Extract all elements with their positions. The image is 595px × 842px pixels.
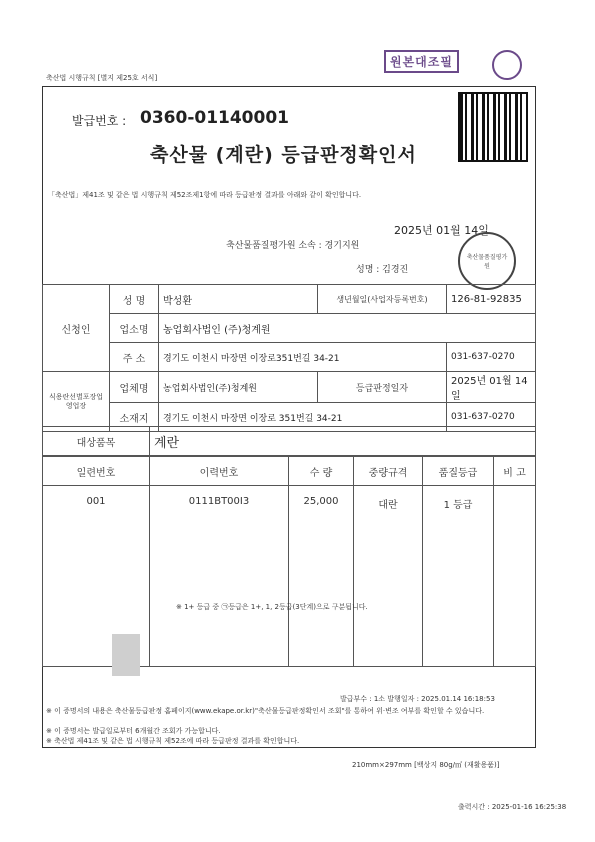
product-label: 대상품목 (43, 427, 150, 456)
original-copy-stamp: 원본대조필 (384, 50, 459, 73)
document-title: 축산물 (계란) 등급판정확인서 (150, 144, 417, 166)
header-grade: 품질등급 (423, 457, 494, 486)
applicant-section-label: 신청인 (43, 285, 110, 372)
row-trace-number: 0111BT00I3 (150, 486, 289, 667)
grading-date: 2025년 01월 14일 (447, 372, 536, 403)
business-label: 업체명 (110, 372, 159, 403)
name-label: 성 명 (110, 285, 159, 314)
print-info: 발급부수 : 1소 발행일자 : 2025.01.14 16:18:53 (340, 695, 495, 703)
output-time: 출력시간 : 2025-01-16 16:25:38 (458, 803, 567, 811)
applicant-table (42, 284, 536, 432)
footer-note-1: ※ 이 증명서의 내용은 축산물등급판정 홈페이지(www.ekape.or.kr)"축산물등급판정확인서 조회"를 통하여 위·변조 여부를 확인할 수 있습니다. (46, 707, 485, 715)
location-value: 경기도 이천시 마장면 이장로 351번길 34-21 (159, 403, 447, 432)
product-table (42, 426, 536, 456)
row-quantity: 25,000 (289, 486, 354, 667)
company-label: 업소명 (110, 314, 159, 343)
grade-table-header (43, 457, 536, 486)
grading-date-label: 등급판정일자 (318, 372, 447, 403)
form-reference: 축산법 시행규칙 [별지 제25호 서식] (46, 74, 158, 82)
row-remarks (494, 486, 536, 667)
row-serial: 001 (43, 486, 150, 667)
header-serial: 일련번호 (43, 457, 150, 486)
workplace-section-label: 식용란선별포장업 영업장 (43, 372, 110, 432)
phone-value: 031-637-0270 (447, 343, 536, 372)
regno-label: 생년월일(사업자등록번호) (318, 285, 447, 314)
regno-value: 126-81-92835 (447, 285, 536, 314)
product-value: 계란 (150, 427, 536, 456)
address-value: 경기도 이천시 마장면 이장로351번길 34-21 (159, 343, 447, 372)
issue-label: 발급번호 : (72, 114, 127, 128)
row-grade: 1 등급 (423, 486, 494, 667)
header-quantity: 수 량 (289, 457, 354, 486)
paper-spec: 210mm×297mm [백상지 80g/㎡ (재활용품)] (352, 761, 500, 769)
company-name: 농업회사법인 (주)청계원 (159, 314, 536, 343)
issue-number: 0360-01140001 (140, 108, 289, 128)
business-name: 농업회사법인(주)청계원 (159, 372, 318, 403)
address-label: 주 소 (110, 343, 159, 372)
stamp-seal-icon (492, 50, 522, 80)
row-weight: 대란 (354, 486, 423, 667)
issue-date: 2025년 01월 14일 (394, 224, 489, 237)
qr-code-icon (458, 92, 528, 162)
intro-text: 「축산법」제41조 및 같은 법 시행규칙 제52조제1항에 따라 등급판정 결과를 아래와 같이 확인합니다. (48, 191, 362, 199)
header-weight: 중량규격 (354, 457, 423, 486)
official-seal-icon: 축산물품질평가원 (458, 232, 516, 290)
inspector-name: 성명 : 김경진 (356, 265, 409, 275)
location-label: 소재지 (110, 403, 159, 432)
redacted-block (112, 634, 140, 676)
workplace-phone: 031-637-0270 (447, 403, 536, 432)
footer-note-3: ※ 축산법 제41조 및 같은 법 시행규칙 제52조에 따라 등급판정 결과를 확인합니다. (46, 737, 300, 745)
footer-note-2: ※ 이 증명서는 발급일로부터 6개월간 조회가 가능합니다. (46, 727, 221, 735)
applicant-name: 박성환 (159, 285, 318, 314)
institute-name: 축산물품질평가원 소속 : 경기지원 (226, 241, 360, 251)
header-trace-number: 이력번호 (150, 457, 289, 486)
grade-note: ※ 1+ 등급 중 ㉠등급은 1+, 1, 2등급(3단계)으로 구분됩니다. (176, 603, 368, 611)
header-remarks: 비 고 (494, 457, 536, 486)
